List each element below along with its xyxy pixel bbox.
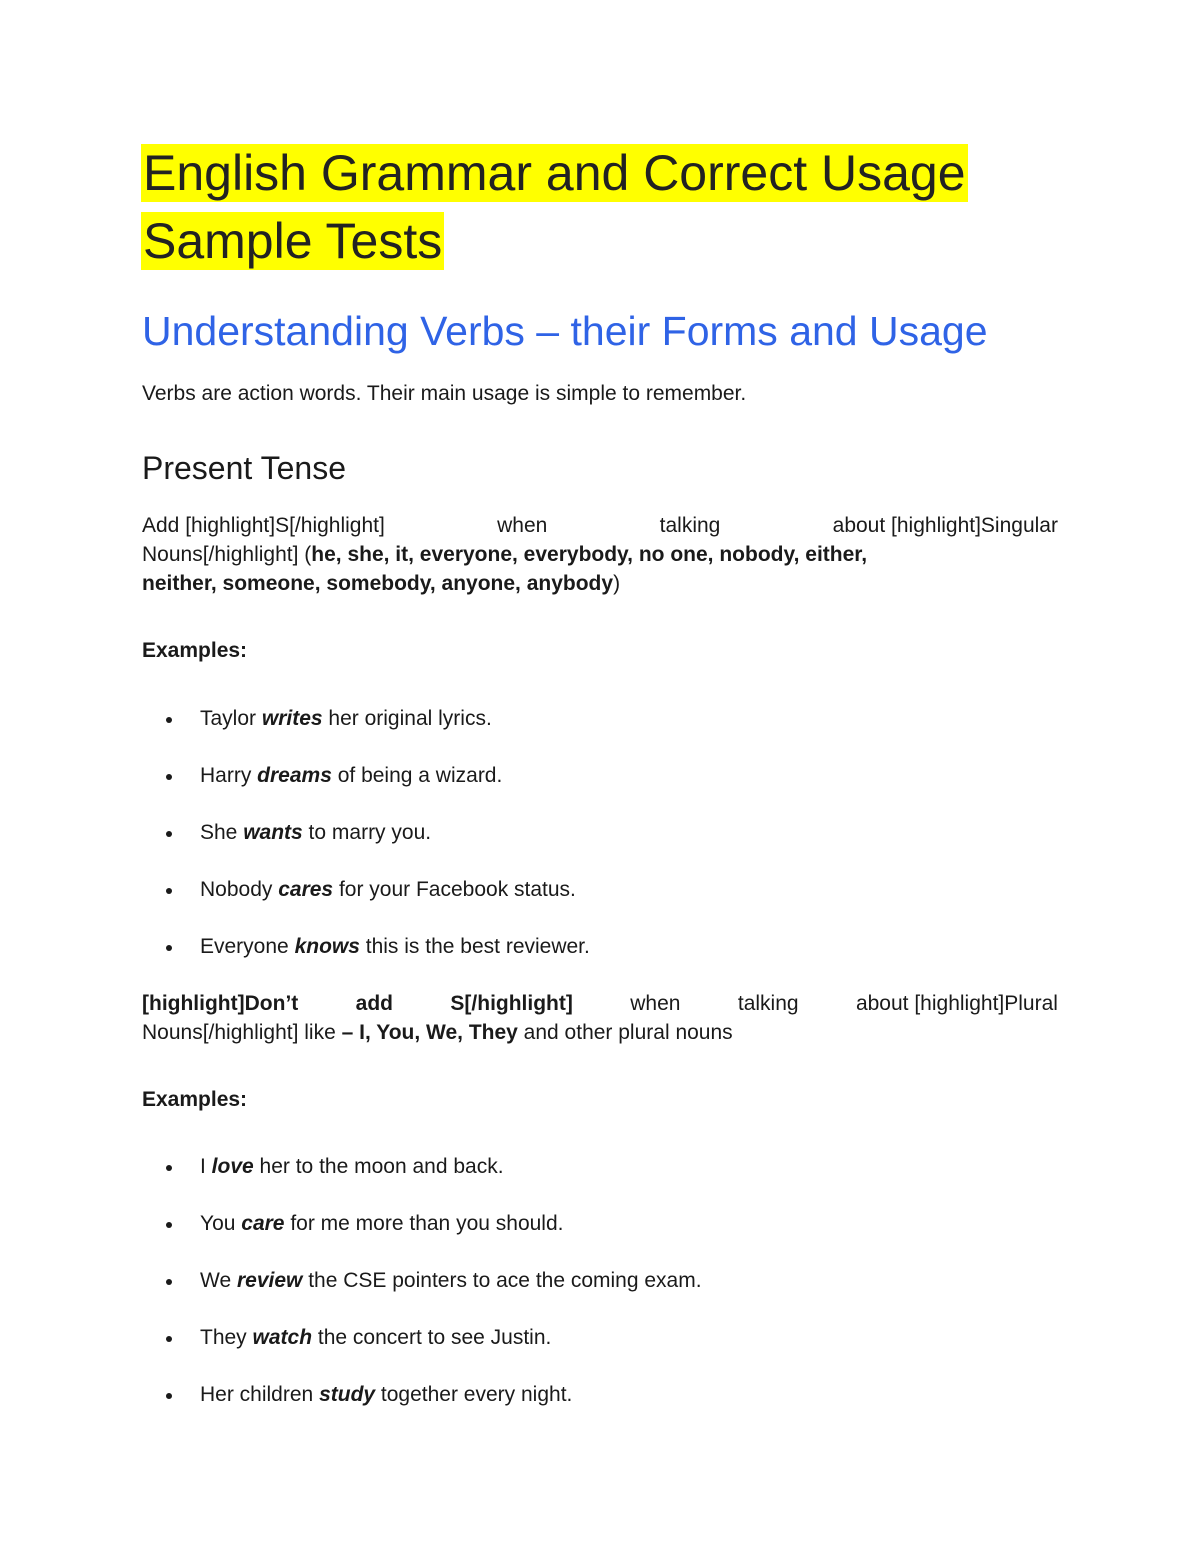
rule-singular-line-1: [142, 511, 1058, 540]
verb-emphasis: wants: [243, 821, 303, 844]
examples-label-plural: Examples:: [142, 1088, 248, 1111]
rule-plural-line-2: [142, 1018, 1058, 1047]
rule-singular-paragraph: [142, 511, 1058, 598]
rule-plural-lead: Nouns[/highlight] like: [142, 1021, 342, 1044]
rule-plural-word: [highlight]Don’t: [142, 992, 299, 1015]
singular-pronoun-list-cont: neither, someone, somebody, anyone, anybody: [142, 572, 614, 595]
document-title-line-2: Sample Tests: [143, 213, 443, 269]
rule-plural-line-1: [142, 989, 1058, 1018]
rule-singular-word: about [highlight]Singular: [832, 514, 1058, 537]
plural-pronoun-list: – I, You, We, They: [341, 1021, 518, 1044]
verb-emphasis: knows: [294, 935, 360, 958]
document-page: English Grammar and Correct Usage Sample Tests Understanding Verbs – their Forms and Usage Verbs are action words. Their main usage is simple to remember. Present Tense Add [highlight]S[/highlight] when talking about [highlight]Singular Nouns[/highlight] (he, she, it, everyone, everybody, no one, nobody, either, neither, someone, somebody, anyone, anybody) Examples: Taylor writes her original lyrics. Harry dreams of being a wizard. She wants to marry you. Nobody cares for your Facebook status. Everyone knows this is the best reviewer. [highlight]Don’t add S[/highlight] when talking about [highlight]Plural Nouns[/highlight] like – I, You, We, They and other plural nouns Examples: I love her to the moon and back. You care for me more than you should. We review the CSE pointers to ace the coming exam. They watch the concert to see Justin. Her children study together every night.: [142, 145, 1058, 1406]
verb-emphasis: love: [211, 1155, 254, 1178]
rule-singular-line-3: [142, 569, 1058, 598]
rule-singular-line-2: [142, 540, 1058, 569]
rule-singular-tail: ): [613, 572, 621, 595]
verb-emphasis: writes: [261, 707, 323, 730]
document-title-line-1: English Grammar and Correct Usage: [143, 145, 966, 201]
verb-emphasis: watch: [252, 1326, 313, 1349]
rule-singular-word: Add [highlight]S[/highlight]: [142, 514, 385, 537]
rule-plural-paragraph: [142, 989, 1058, 1047]
verb-emphasis: study: [319, 1383, 376, 1406]
intro-paragraph: Verbs are action words. Their main usage is simple to remember.: [142, 382, 747, 405]
singular-pronoun-list: he, she, it, everyone, everybody, no one, nobody, either,: [311, 543, 868, 566]
verb-emphasis: review: [236, 1269, 303, 1292]
rule-plural-word: talking: [737, 992, 799, 1015]
rule-plural-word: about [highlight]Plural: [855, 992, 1058, 1015]
verb-emphasis: care: [241, 1212, 285, 1235]
examples-label-singular: Examples:: [142, 639, 248, 662]
rule-singular-lead: Nouns[/highlight] (: [142, 543, 312, 566]
rule-plural-tail: and other plural nouns: [517, 1021, 733, 1044]
section-heading: Understanding Verbs – their Forms and Usage: [142, 308, 988, 354]
rule-plural-word: S[/highlight]: [450, 992, 573, 1015]
subheading-present-tense: Present Tense: [142, 450, 346, 486]
verb-emphasis: dreams: [257, 764, 332, 787]
rule-plural-word: when: [630, 992, 681, 1015]
rule-plural-word: add: [355, 992, 394, 1015]
rule-singular-word: when: [497, 514, 548, 537]
verb-emphasis: cares: [278, 878, 334, 901]
rule-singular-word: talking: [659, 514, 721, 537]
